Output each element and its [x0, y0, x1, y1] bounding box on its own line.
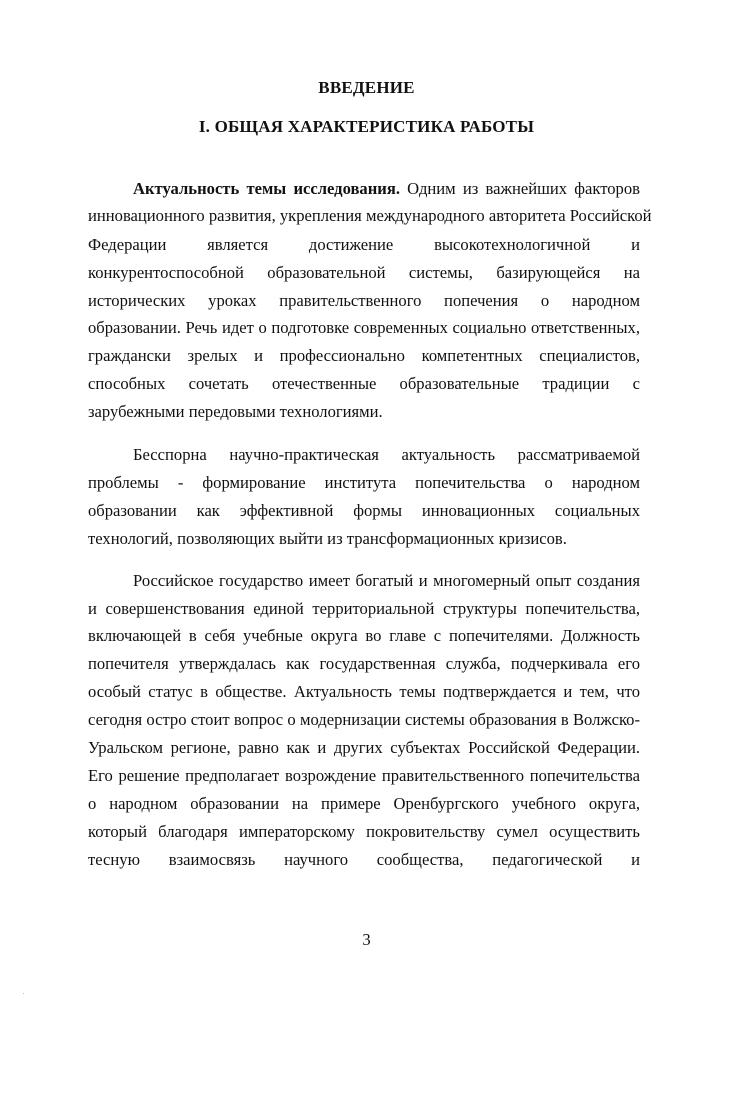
paragraph-line: конкурентоспособной образовательной системы, базирующейся на: [88, 263, 640, 282]
paragraph-line: образовании. Речь идет о подготовке современных социально ответственных,: [88, 318, 640, 337]
paragraph-line: образовании как эффективной формы инновационных социальных: [88, 501, 640, 520]
page-number: 3: [362, 930, 371, 949]
paragraph-line: способных сочетать отечественные образовательные традиции с: [88, 374, 640, 393]
paragraph-line: технологий, позволяющих выйти из трансформационных кризисов.: [88, 529, 567, 548]
paragraph-line: граждански зрелых и профессионально компетентных специалистов,: [88, 346, 640, 365]
paragraph-line: сегодня остро стоит вопрос о модернизации системы образования в Волжско-: [88, 710, 640, 729]
lead-bold-text: Актуальность темы исследования.: [133, 179, 400, 198]
paragraph-line: попечителя утверждалась как государственная служба, подчеркивала его: [88, 654, 640, 673]
paragraph-line: тесную взаимосвязь научного сообщества, педагогической и: [88, 850, 640, 869]
scan-artifact: [23, 993, 24, 994]
section-title: I. ОБЩАЯ ХАРАКТЕРИСТИКА РАБОТЫ: [198, 117, 535, 136]
paragraph-line: особый статус в обществе. Актуальность темы подтверждается и тем, что: [88, 682, 640, 701]
paragraph-line: о народном образовании на примере Оренбургского учебного округа,: [88, 794, 640, 813]
paragraph-line: Федерации является достижение высокотехнологичной и: [88, 235, 640, 254]
paragraph-line: Бесспорна научно-практическая актуальность рассматриваемой: [133, 445, 640, 464]
paragraph-line: зарубежными передовыми технологиями.: [88, 402, 383, 421]
paragraph-line: проблемы - формирование института попечительства о народном: [88, 473, 640, 492]
paragraph-line: Актуальность темы исследования. Одним из важнейших факторов: [133, 179, 640, 198]
paragraph-line: и совершенствования единой территориальной структуры попечительства,: [88, 599, 640, 618]
paragraph-line: Его решение предполагает возрождение правительственного попечительства: [88, 766, 640, 785]
paragraph-line: который благодаря императорскому покровительству сумел осуществить: [88, 822, 640, 841]
paragraph-line: исторических уроках правительственного попечения о народном: [88, 291, 640, 310]
paragraph-line: Уральском регионе, равно как и других субъектах Российской Федерации.: [88, 738, 640, 757]
paragraph-line: инновационного развития, укрепления международного авторитета Российской: [88, 206, 652, 225]
paragraph-line: включающей в себя учебные округа во главе с попечителями. Должность: [88, 626, 640, 645]
document-title: ВВЕДЕНИЕ: [318, 78, 415, 97]
paragraph-line: Российское государство имеет богатый и многомерный опыт создания: [133, 571, 640, 590]
